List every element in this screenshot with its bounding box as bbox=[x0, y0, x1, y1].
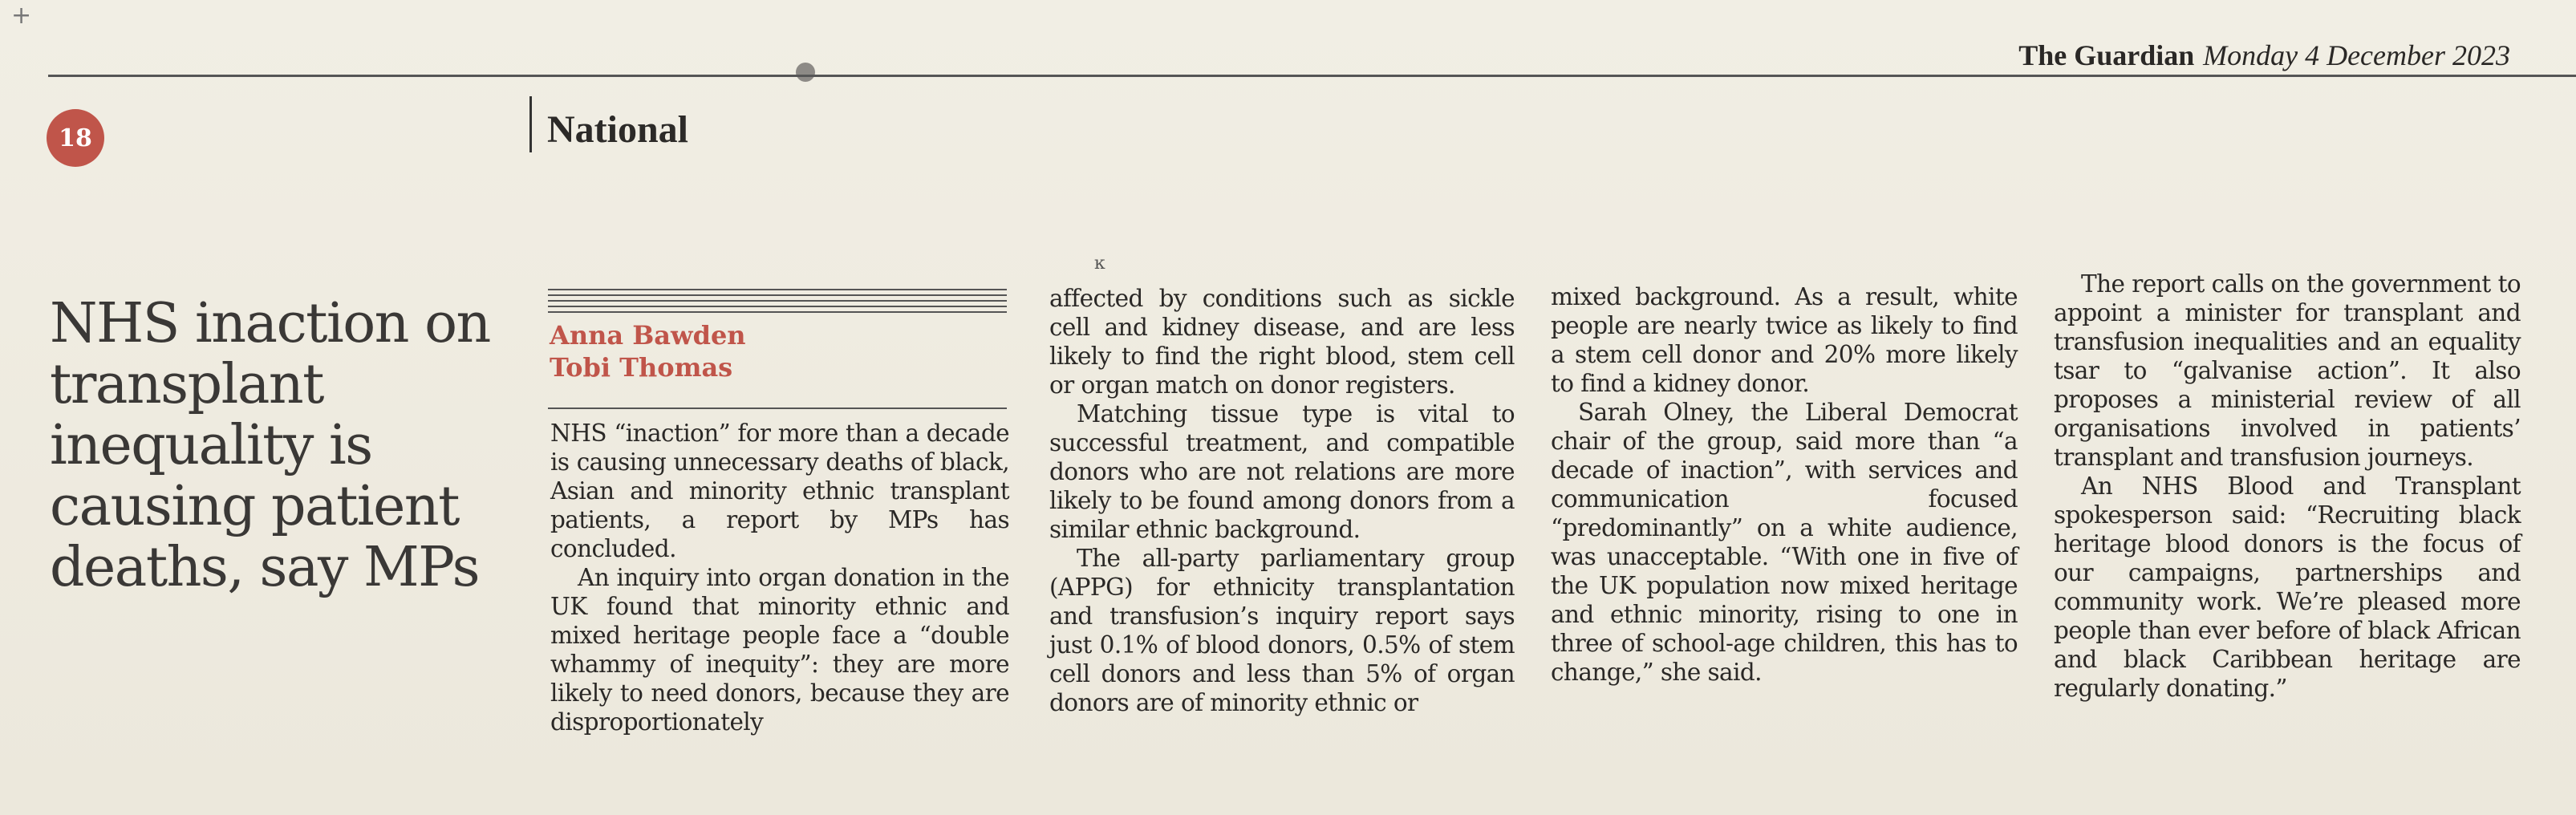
paragraph: An inquiry into organ donation in the UK found that minority ethnic and mixed heritage people face a “double whammy of inequity”: they are more likely to need donors, because they are disproportionately bbox=[550, 564, 1009, 736]
registration-dot-icon bbox=[796, 63, 815, 82]
paragraph: affected by conditions such as sickle cell and kidney disease, and are less likely to find the right blood, stem cell or organ match on donor registers. bbox=[1049, 285, 1515, 399]
article-headline: NHS inaction on transplant inequality is causing patient deaths, say MPs bbox=[50, 292, 490, 599]
section-divider bbox=[529, 96, 532, 152]
page-number-badge: 18 bbox=[47, 109, 104, 167]
byline-author: Tobi Thomas bbox=[550, 352, 733, 383]
masthead-brand: The Guardian bbox=[2018, 39, 2195, 71]
crop-mark-icon: + bbox=[11, 2, 32, 30]
article-column-2 bbox=[1049, 284, 1515, 717]
article-column-1 bbox=[550, 419, 1009, 736]
byline-author: Anna Bawden bbox=[550, 320, 746, 351]
ink-mark: ĸ bbox=[1094, 253, 1105, 274]
byline bbox=[550, 319, 746, 383]
paragraph: The all-party parliamentary group (APPG) for ethnicity transplantation and transfusion’s inquiry report says just 0.1% of blood donors, 0.5% of stem cell donors and less than 5% of organ donors are of minority ethnic or bbox=[1049, 545, 1515, 716]
paragraph: mixed background. As a result, white people are nearly twice as likely to find a stem cell donor and 20% more likely to find a kidney donor. bbox=[1551, 283, 2018, 397]
byline-rule bbox=[548, 408, 1007, 409]
top-rule bbox=[48, 75, 2576, 77]
paragraph: Matching tissue type is vital to successful treatment, and compatible donors who are not relations are more likely to be found among donors from a similar ethnic background. bbox=[1049, 400, 1515, 543]
paragraph: NHS “inaction” for more than a decade is causing unnecessary deaths of black, Asian and minority ethnic transplant patients, a report by MPs has concluded. bbox=[550, 420, 1009, 562]
article-column-4 bbox=[2054, 270, 2521, 703]
section-title: National bbox=[547, 108, 689, 151]
byline-rules bbox=[548, 289, 1007, 316]
masthead bbox=[2018, 39, 2510, 72]
paragraph: Sarah Olney, the Liberal Democrat chair of the group, said more than “a decade of inaction”, with services and communication focused “predominantly” on a white audience, was unacceptable. “With one in five of the UK population now mixed heritage and ethnic minority, rising to one in three of school-age children, this has to change,” she said. bbox=[1551, 399, 2018, 686]
masthead-date: Monday 4 December 2023 bbox=[2203, 39, 2510, 71]
article-column-3 bbox=[1551, 282, 2018, 687]
paragraph: An NHS Blood and Transplant spokesperson said: “Recruiting black heritage blood donors is the focus of our campaigns, partnerships and community work. We’re pleased more people than ever before of black African and black Caribbean heritage are regularly donating.” bbox=[2054, 472, 2521, 702]
paragraph: The report calls on the government to appoint a minister for transplant and transfusion inequalities and an equality tsar to “galvanise action”. It also proposes a ministerial review of all organisations involved in patients’ transplant and transfusion journeys. bbox=[2054, 270, 2521, 471]
